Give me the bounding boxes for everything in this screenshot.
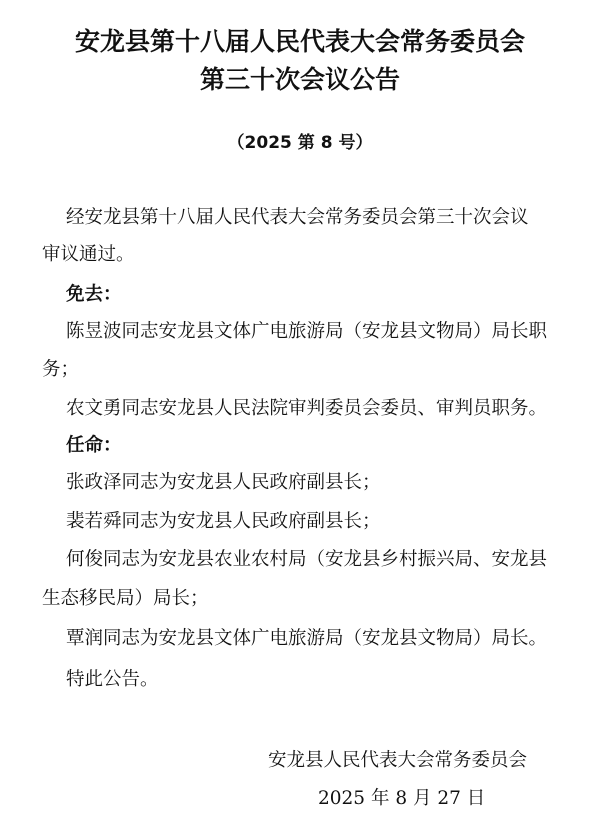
intro-paragraph-line-1: 经安龙县第十八届人民代表大会常务委员会第三十次会议 xyxy=(66,207,529,228)
removal-item-1-line-1: 陈昱波同志安龙县文体广电旅游局（安龙县文物局）局长职 xyxy=(66,321,548,342)
removal-heading: 免去： xyxy=(66,284,122,305)
issuer-signature: 安龙县人民代表大会常务委员会 xyxy=(268,750,528,771)
appointment-item-3-line-2: 生态移民局）局长； xyxy=(42,588,209,609)
document-title-line-1: 安龙县第十八届人民代表大会常务委员会 xyxy=(74,27,525,56)
closing-statement: 特此公告。 xyxy=(66,669,159,690)
appointment-heading: 任命： xyxy=(66,435,122,456)
appointment-item-1: 张政泽同志为安龙县人民政府副县长； xyxy=(66,472,381,493)
intro-paragraph-line-2: 审议通过。 xyxy=(42,244,135,265)
document-title-line-2: 第三十次会议公告 xyxy=(199,65,400,94)
removal-item-1-line-2: 务； xyxy=(42,359,80,380)
appointment-item-2: 裴若舜同志为安龙县人民政府副县长； xyxy=(66,511,381,532)
issue-date: 2025 年 8 月 27 日 xyxy=(318,788,486,809)
document-number: （2025 第 8 号） xyxy=(227,133,373,153)
appointment-item-3-line-1: 何俊同志为安龙县农业农村局（安龙县乡村振兴局、安龙县 xyxy=(66,549,548,570)
removal-item-2: 农文勇同志安龙县人民法院审判委员会委员、审判员职务。 xyxy=(66,398,548,419)
appointment-item-4: 覃润同志为安龙县文体广电旅游局（安龙县文物局）局长。 xyxy=(66,628,548,649)
